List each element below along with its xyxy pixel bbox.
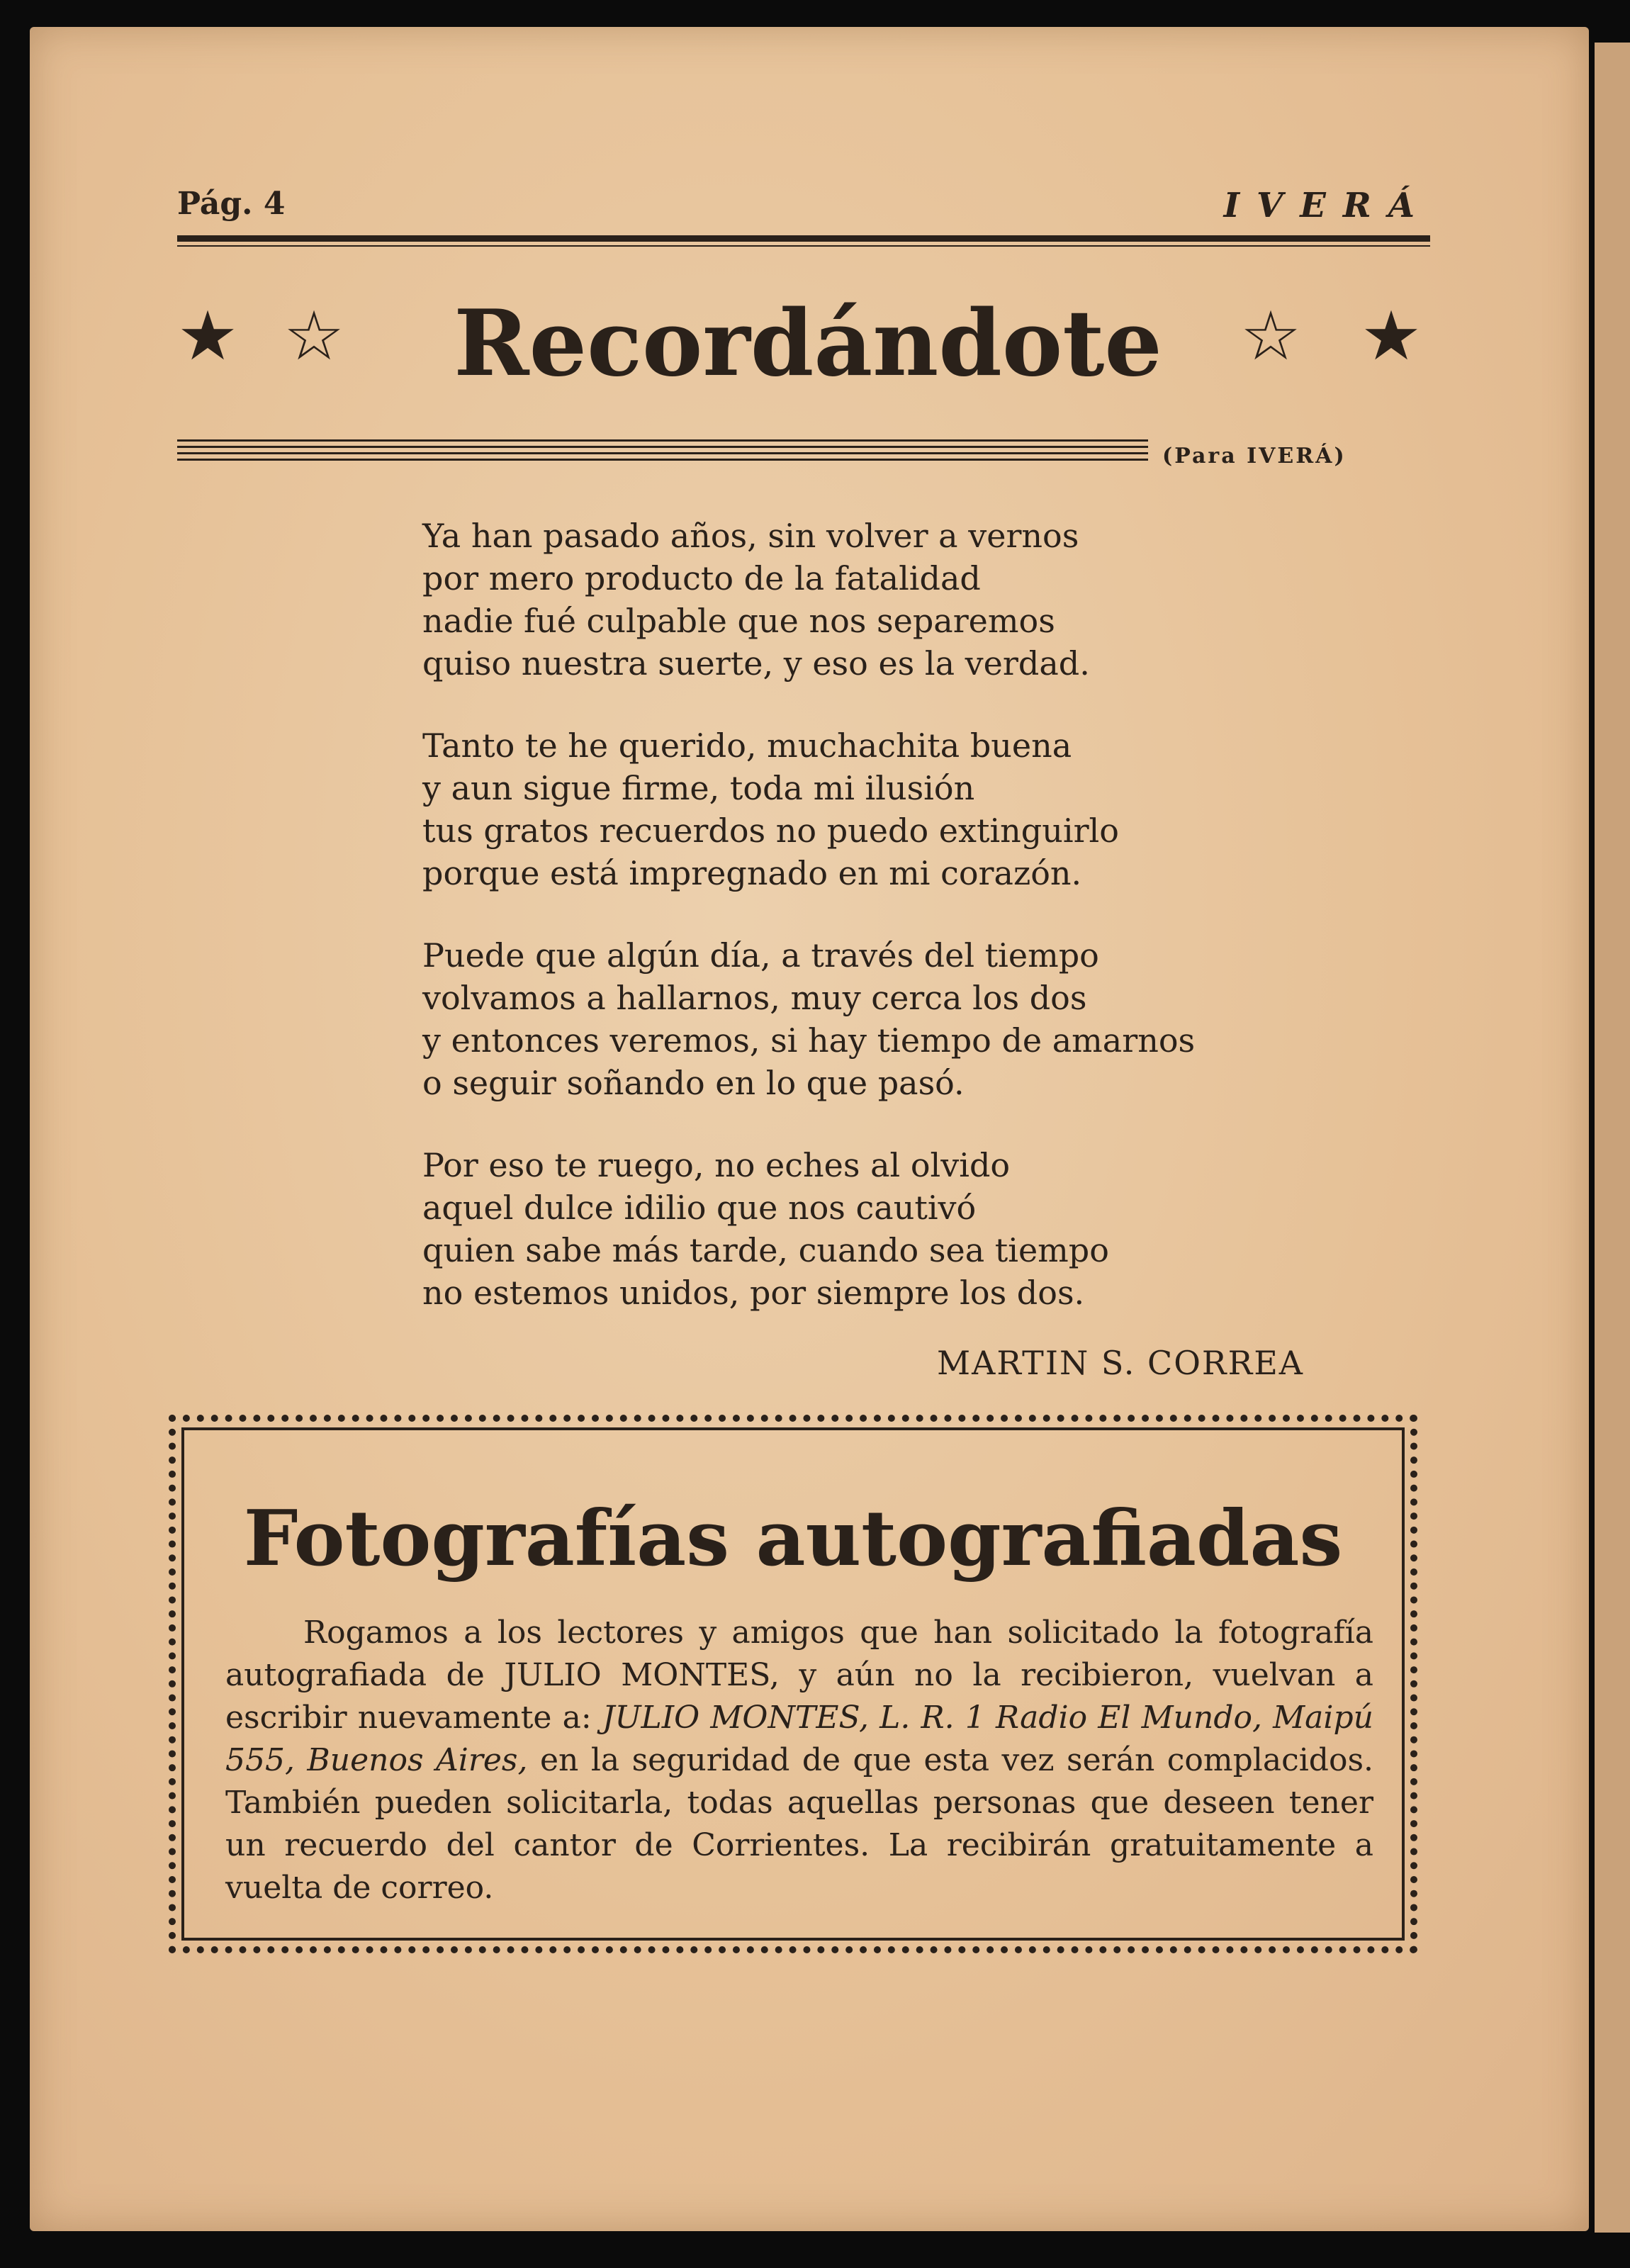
magazine-name: IVERÁ xyxy=(1223,186,1432,225)
poem-line: o seguir soñando en lo que pasó. xyxy=(422,1064,965,1102)
title-underline-rules xyxy=(177,439,1148,461)
outline-star-icon: ☆ xyxy=(1240,296,1302,376)
filled-star-icon: ★ xyxy=(177,296,239,376)
poem-line: nadie fué culpable que nos separemos xyxy=(422,602,1055,640)
poem-line: aquel dulce idilio que nos cautivó xyxy=(422,1189,977,1227)
poem-line: Tanto te he querido, muchachita buena xyxy=(422,726,1072,765)
poem-line: Puede que algún día, a través del tiempo xyxy=(422,936,1099,975)
poem-line: tus gratos recuerdos no puedo extinguirlo xyxy=(422,812,1119,850)
outline-star-icon: ☆ xyxy=(283,296,345,376)
announcement-box xyxy=(169,1415,1417,1953)
poem-line: y entonces veremos, si hay tiempo de amarnos xyxy=(422,1021,1196,1060)
poem-body xyxy=(422,515,1344,1354)
poem-line: Por eso te ruego, no eches al olvido xyxy=(422,1146,1011,1184)
announcement-text: Rogamos a los lectores y amigos que han solicitado la fotografía autografiada de JULIO MONTES, y aún no la recibieron, vuelvan a escribir nuevamente a: xyxy=(225,1615,1373,1736)
poem-stanza xyxy=(422,724,1344,894)
poem-line: porque está impregnado en mi corazón. xyxy=(422,854,1082,892)
poem-stanza xyxy=(422,1144,1344,1314)
poem-line: por mero producto de la fatalidad xyxy=(422,559,981,597)
poem-title: Recordándote xyxy=(454,291,1162,397)
poem-line: quien sabe más tarde, cuando sea tiempo xyxy=(422,1231,1109,1269)
header-rule-thin xyxy=(177,245,1430,247)
poem-line: no estemos unidos, por siempre los dos. xyxy=(422,1274,1085,1312)
poem-line: volvamos a hallarnos, muy cerca los dos xyxy=(422,979,1087,1017)
announcement-text-end: en la seguridad de que esta vez serán complacidos. También pueden solicitarla, todas aquellas personas que deseen tener un recuerdo del cantor de Corrientes. La recibirán gratuitamente a vuelta de correo. xyxy=(225,1742,1374,1906)
announcement-body xyxy=(225,1612,1373,1909)
announcement-address: JULIO MONTES, L. R. 1 Radio El Mundo, Maipú 555, Buenos Aires, xyxy=(225,1700,1373,1778)
poem-stanza xyxy=(422,515,1344,685)
poem-line: quiso nuestra suerte, y eso es la verdad. xyxy=(422,644,1090,683)
poem-title-row xyxy=(177,291,1430,397)
header-rule xyxy=(177,235,1430,242)
poem-stanza xyxy=(422,934,1344,1104)
page-number: Pág. 4 xyxy=(177,186,286,222)
adjacent-page-edge xyxy=(1595,43,1630,2233)
poem-line: Ya han pasado años, sin volver a vernos xyxy=(422,517,1079,555)
announcement-title: Fotografías autografiadas xyxy=(243,1494,1343,1583)
filled-star-icon: ★ xyxy=(1361,296,1422,376)
poem-dedication: (Para IVERÁ) xyxy=(1162,444,1347,468)
poem-author: MARTIN S. CORREA xyxy=(937,1344,1304,1382)
poem-line: y aun sigue firme, toda mi ilusión xyxy=(422,769,975,807)
